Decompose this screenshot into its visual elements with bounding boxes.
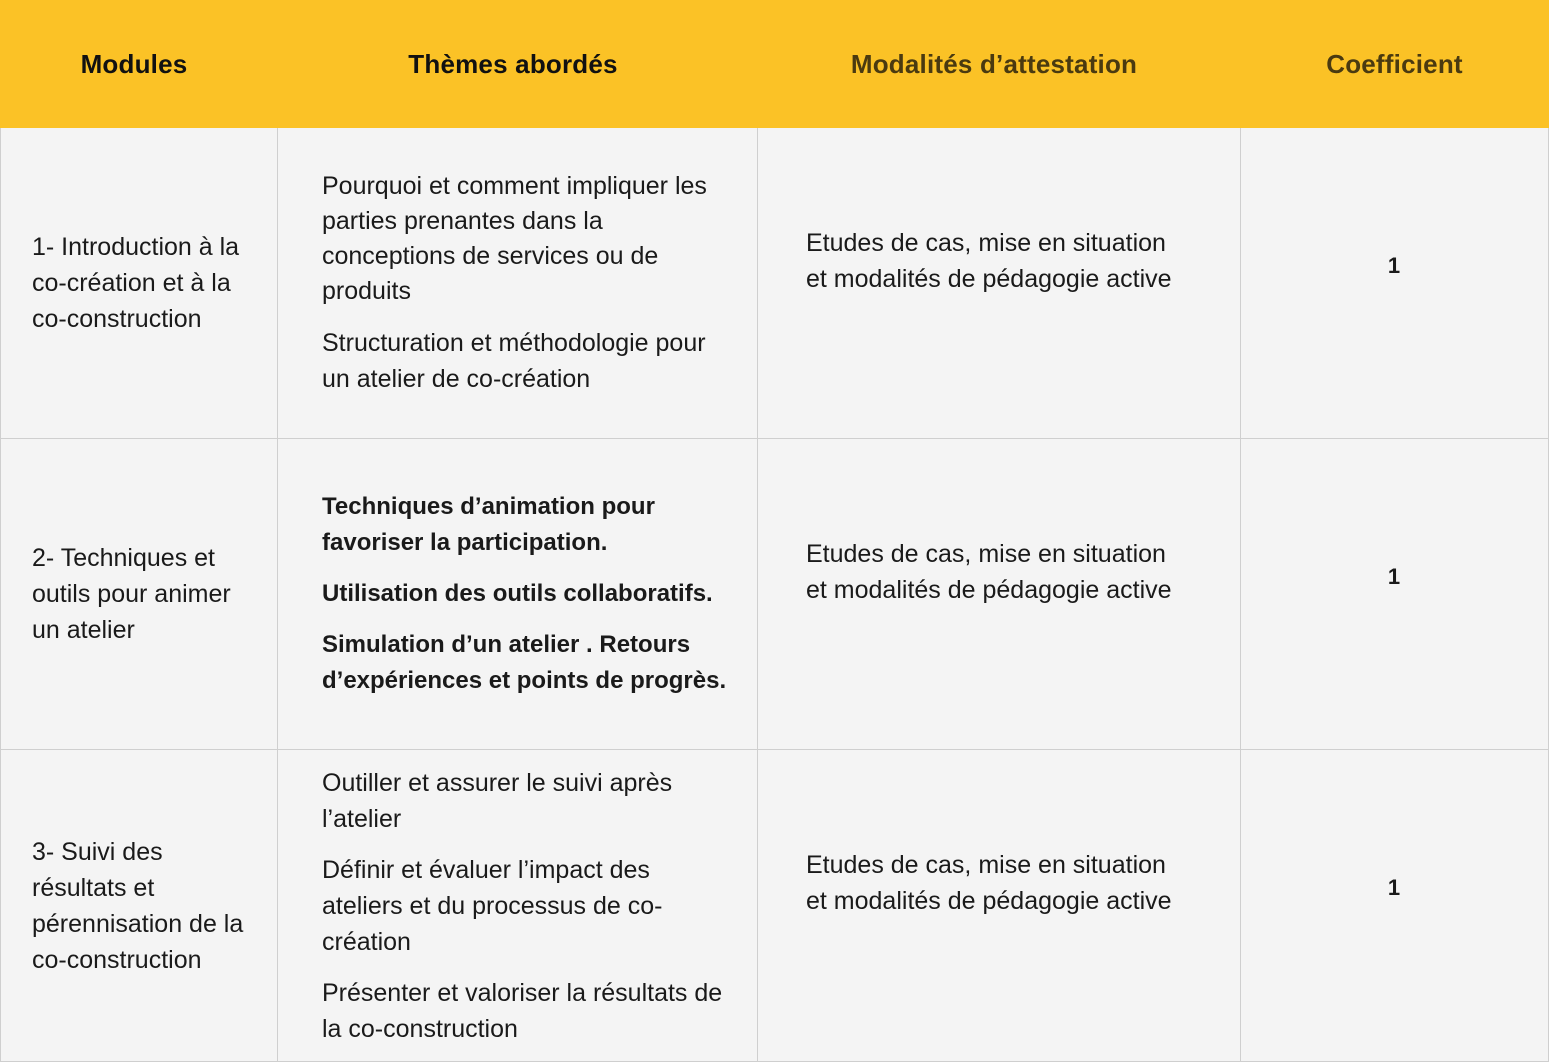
coefficient-cell bbox=[1240, 128, 1549, 438]
theme-item: Simulation d’un atelier . Retours d’expériences et points de progrès. bbox=[322, 631, 727, 694]
theme-item: Outiller et assurer le suivi après l’atelier bbox=[322, 768, 673, 833]
attestation-cell bbox=[757, 750, 1241, 1061]
module-cell bbox=[0, 128, 278, 438]
module-label: 2- Techniques et outils pour animer un atelier bbox=[32, 544, 231, 644]
coefficient-cell bbox=[1240, 750, 1549, 1061]
header-modules: Modules bbox=[80, 48, 188, 79]
module-cell bbox=[0, 750, 278, 1061]
coefficient-value: 1 bbox=[1387, 252, 1401, 278]
table-row bbox=[0, 128, 1549, 439]
header-attestation: Modalités d’attestation bbox=[850, 48, 1138, 79]
themes-cell bbox=[277, 439, 758, 749]
theme-item: Techniques d’animation pour favoriser la participation. bbox=[322, 493, 655, 556]
theme-item: Présenter et valoriser la résultats de la co-construction bbox=[322, 978, 723, 1043]
table-row bbox=[0, 439, 1549, 750]
attestation-cell bbox=[757, 439, 1241, 749]
header-coefficient: Coefficient bbox=[1326, 48, 1463, 79]
attestation-text: Etudes de cas, mise en situation et modalités de pédagogie active bbox=[806, 228, 1172, 293]
coefficient-cell bbox=[1240, 439, 1549, 749]
attestation-text: Etudes de cas, mise en situation et modalités de pédagogie active bbox=[806, 851, 1172, 915]
attestation-text: Etudes de cas, mise en situation et modalités de pédagogie active bbox=[806, 539, 1172, 604]
themes-cell bbox=[277, 750, 758, 1061]
theme-item: Structuration et méthodologie pour un atelier de co-création bbox=[322, 329, 706, 393]
theme-item: Utilisation des outils collaboratifs. bbox=[322, 580, 713, 607]
header-themes: Thèmes abordés bbox=[408, 48, 618, 79]
coefficient-value: 1 bbox=[1387, 875, 1401, 900]
themes-cell bbox=[277, 128, 758, 438]
theme-item: Pourquoi et comment impliquer les parties prenantes dans la conceptions de services ou de produits bbox=[322, 172, 707, 305]
module-label: 1- Introduction à la co-création et à la co-construction bbox=[32, 233, 240, 333]
table-header-row bbox=[0, 0, 1549, 128]
attestation-cell bbox=[757, 128, 1241, 438]
module-label: 3- Suivi des résultats et pérennisation de la co-construction bbox=[32, 837, 244, 974]
module-cell bbox=[0, 439, 278, 749]
table-row bbox=[0, 750, 1549, 1062]
coefficient-value: 1 bbox=[1387, 563, 1401, 589]
theme-item: Définir et évaluer l’impact des ateliers et du processus de co-création bbox=[322, 855, 663, 956]
